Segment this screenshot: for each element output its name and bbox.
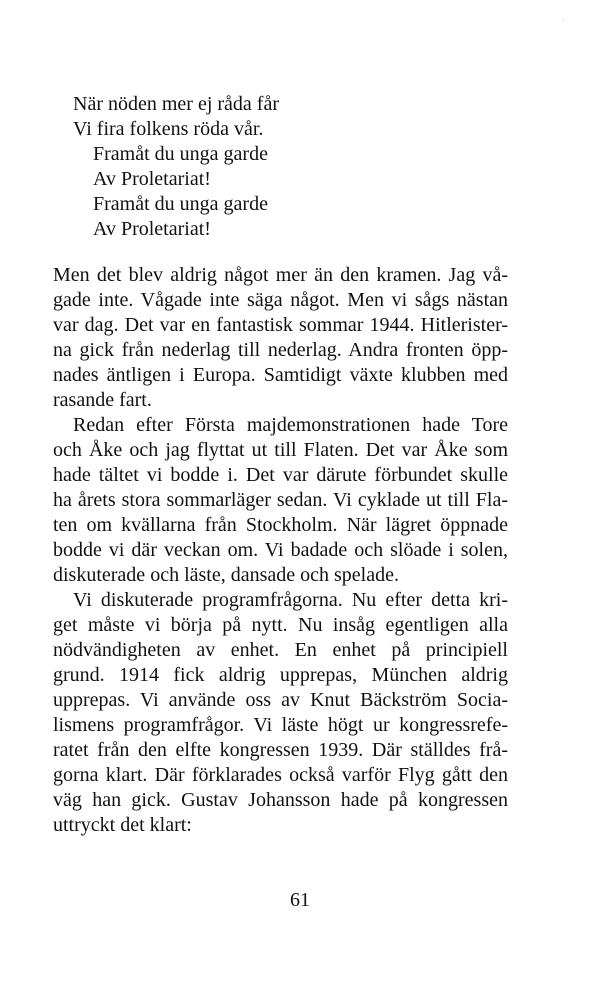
text-line: diskuterade och läste, dansade och spelade. xyxy=(53,564,399,586)
text-line: ratet från den elfte kongressen 1939. Där ställdes frå- xyxy=(53,739,508,761)
text-line: upprepas. Vi använde oss av Knut Bäckström Socia- xyxy=(53,689,508,711)
poem-line: Av Proletariat! xyxy=(93,168,211,190)
page-number: 61 xyxy=(290,889,310,911)
text-line: rasande fart. xyxy=(53,389,152,411)
text-line: gorna klart. Där förklarades också varför Flyg gått den xyxy=(53,764,508,786)
text-line: grund. 1914 fick aldrig upprepas, München aldrig xyxy=(53,664,508,686)
prose-body xyxy=(53,263,508,838)
text-line: väg han gick. Gustav Johansson hade på kongressen xyxy=(53,789,508,811)
text-line: Men det blev aldrig något mer än den kramen. Jag vå- xyxy=(53,264,508,286)
text-line: na gick från nederlag till nederlag. Andra fronten öpp- xyxy=(53,339,508,361)
poem-line: Framåt du unga garde xyxy=(93,193,268,215)
text-line: Redan efter Första majdemonstrationen hade Tore xyxy=(73,414,508,436)
text-line: Vi diskuterade programfrågorna. Nu efter detta kri- xyxy=(73,589,508,611)
poem-line: Vi fira folkens röda vår. xyxy=(73,118,264,140)
text-line: ten om kvällarna från Stockholm. När lägret öppnade xyxy=(53,514,508,536)
book-page xyxy=(53,92,508,838)
text-line: nödvändigheten av enhet. En enhet på principiell xyxy=(53,639,508,661)
text-line: hade tältet vi bodde i. Det var därute förbundet skulle xyxy=(53,464,508,486)
poem-line: Framåt du unga garde xyxy=(93,143,268,165)
text-line: och Åke och jag flyttat ut till Flaten. Det var Åke som xyxy=(53,439,508,461)
text-line: lismens programfrågor. Vi läste högt ur kongressrefe- xyxy=(53,714,508,736)
text-line: gade inte. Vågade inte säga något. Men vi sågs nästan xyxy=(53,289,508,311)
text-line: var dag. Det var en fantastisk sommar 1944. Hitlerister- xyxy=(53,314,508,336)
poem-line: När nöden mer ej råda får xyxy=(73,93,279,115)
scan-speck xyxy=(563,20,564,21)
text-line: ha årets stora sommarläger sedan. Vi cyklade ut till Fla- xyxy=(53,489,508,511)
poem-stanza xyxy=(73,92,508,242)
text-line: get måste vi börja på nytt. Nu insåg egentligen alla xyxy=(53,614,508,636)
poem-line: Av Proletariat! xyxy=(93,218,211,240)
text-line: bodde vi där veckan om. Vi badade och slöade i solen, xyxy=(53,539,508,561)
text-line: uttryckt det klart: xyxy=(53,814,192,836)
text-line: nades äntligen i Europa. Samtidigt växte klubben med xyxy=(53,364,508,386)
